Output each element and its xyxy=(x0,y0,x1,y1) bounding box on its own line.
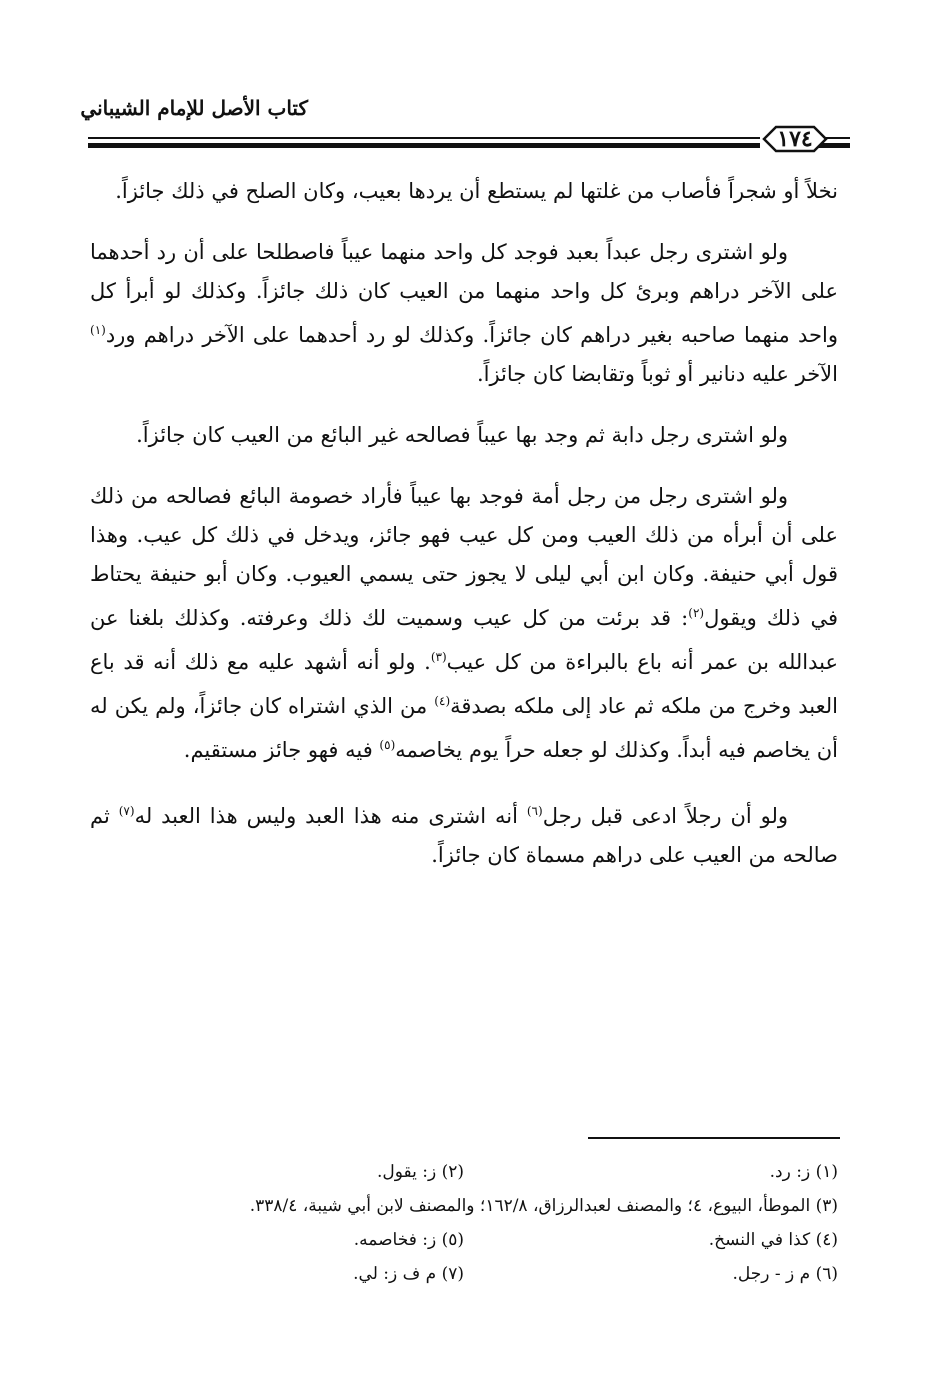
page-number: ١٧٤ xyxy=(777,126,813,152)
footnotes xyxy=(90,1155,838,1291)
paragraph xyxy=(90,477,838,770)
footnote-2: (٢) ز: يقول. xyxy=(376,1162,464,1182)
paragraph-text: نخلاً أو شجراً فأصاب من غلتها لم يستطع أن يردها بعيب، وكان الصلح في ذلك جائزاً. xyxy=(115,179,838,203)
footnote-row xyxy=(90,1257,838,1291)
footnote-row xyxy=(90,1155,838,1189)
footnote-marker: (٤) xyxy=(434,694,451,708)
footnote-separator xyxy=(588,1137,840,1139)
paragraph xyxy=(90,416,838,455)
paragraph-text: ولو أن رجلاً ادعى قبل رجل xyxy=(542,804,789,828)
main-text xyxy=(90,172,838,897)
paragraph-text: ولو اشترى رجل عبداً بعبد فوجد كل واحد منهما عيباً فاصطلحا على أن رد أحدهما على الآخر دراهم وبرئ كل واحد منهما من العيب كان ذلك جائزاً. وكذلك لو أبرأ كل واحد منهما صاحبه بغير دراهم كان جائزاً. وكذلك لو رد أحدهما على الآخر دراهم ورد xyxy=(90,240,838,347)
footnote-7: (٧) م ف ز: لي. xyxy=(353,1264,464,1284)
paragraph-text: ولو اشترى رجل من رجل أمة فوجد بها عيباً فأراد خصومة البائع فصالحه من ذلك على أن أبرأه من ذلك العيب ومن كل عيب فهو جائز، ويدخل في ذلك كل عيب. وهذا قول أبي حنيفة. وكان ابن أبي ليلى لا يجوز حتى يسمي العيوب. وكان أبو حنيفة يحتاط في ذلك ويقول xyxy=(90,484,838,630)
paragraph-text: . ولو أنه أشهد عليه مع ذلك أنه قد باع العبد وخرج من ملكه ثم عاد إلى ملكه بصدقة xyxy=(90,650,838,718)
paragraph-text: أنه اشترى منه هذا العبد وليس هذا العبد له xyxy=(134,804,527,828)
footnote-marker: (٥) xyxy=(379,738,396,752)
page-number-badge xyxy=(760,124,830,154)
paragraph-text: من الذي اشتراه كان جائزاً، ولم يكن له أن يخاصم فيه أبداً. وكذلك لو جعله حراً يوم يخاصمه xyxy=(90,694,838,762)
paragraph-text: ولو اشترى رجل دابة ثم وجد بها عيباً فصالحه غير البائع من العيب كان جائزاً. xyxy=(136,423,788,447)
footnote-5: (٥) ز: فخاصمه. xyxy=(353,1230,464,1250)
paragraph-text: الآخر عليه دنانير أو ثوباً وتقابضا كان جائزاً. xyxy=(476,362,838,386)
footnote-marker: (٧) xyxy=(118,804,135,818)
footnote-row xyxy=(90,1223,838,1257)
footnote-6: (٦) م ز - رجل. xyxy=(732,1264,838,1284)
paragraph xyxy=(90,233,838,394)
paragraph xyxy=(90,792,838,875)
footnote-marker: (٣) xyxy=(430,650,447,664)
paragraph-text: ثم صالحه من العيب على دراهم مسماة كان جائزاً. xyxy=(90,804,838,867)
footnote-3: (٣) الموطأ، البيوع، ٤؛ والمصنف لعبدالرزاق، ١٦٢/٨؛ والمصنف لابن أبي شيبة، ٣٣٨/٤. xyxy=(249,1196,838,1216)
footnote-4: (٤) كذا في النسخ. xyxy=(708,1230,838,1250)
paragraph-text: فيه فهو جائز مستقيم. xyxy=(183,738,380,762)
footnote-row xyxy=(90,1189,838,1223)
running-header-title: كتاب الأصل للإمام الشيباني xyxy=(80,96,308,120)
footnote-1: (١) ز: رد. xyxy=(769,1162,838,1182)
footnote-marker: (١) xyxy=(90,323,106,337)
header-rule-thick xyxy=(88,143,760,148)
paragraph xyxy=(90,172,838,211)
header-rule-thin xyxy=(88,137,760,139)
footnote-marker: (٢) xyxy=(688,606,705,620)
footnote-marker: (٦) xyxy=(526,804,543,818)
paragraph-text: : قد برئت من كل عيب وسميت لك ذلك وعرفته. وكذلك بلغنا عن عبدالله بن عمر أنه باع بالبراءة من كل عيب xyxy=(90,606,839,674)
